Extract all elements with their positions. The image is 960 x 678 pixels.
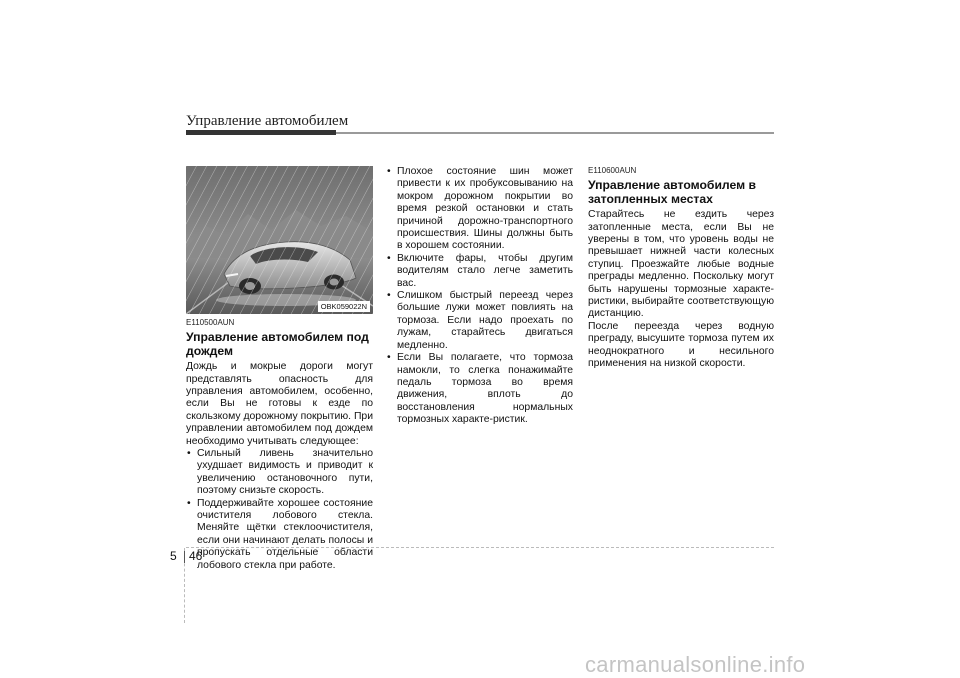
section-flood-title: Управление автомобилем в затопленных местах <box>588 178 757 206</box>
section-rain-intro: Дождь и мокрые дороги могут представлять опасность для управления автомобилем, особенно, если Вы не готовы к езде по скользкому дорожному покрытию. При управлении автомобилем под дождем необходимо учитывать следующее: <box>186 361 373 447</box>
column-1 <box>186 318 373 572</box>
page-number-divider <box>184 551 185 563</box>
section-rain-title: Управление автомобилем под дождем <box>186 330 369 358</box>
section-flood-para-1: Старайтесь не ездить через затопленные места, если Вы не уверены в том, что уровень воды не превышает нижней части колесных ступиц. Проезжайте любые водные преграды медленно. Поскольку могут быть нарушены тормозные характе-ристики, выбирайте соответствующую дистанцию. <box>588 209 774 320</box>
illustration-code: OBK059022N <box>318 301 370 312</box>
column-2 <box>386 166 573 427</box>
rain-bullet-puddles: • Слишком быстрый переезд через большие лужи может повлиять на тормоза. Если надо проехать по лужам, старайтесь двигаться медленно. <box>386 290 573 352</box>
section-rain-bullets-1 <box>186 448 373 572</box>
footer-rule <box>186 547 774 548</box>
section-rain-bullets-2 <box>386 166 573 427</box>
rain-bullet-tires: • Плохое состояние шин может привести к их пробуксовыванию на мокром дорожном покрытии во время резкой остановки и стать причиной дорожно-транспортного происшествия. Шины должны быть в хорошем состоянии. <box>386 166 573 253</box>
rain-car-illustration <box>186 166 373 314</box>
page-number: 46 <box>189 549 203 563</box>
page-chapter-number: 5 <box>170 549 177 563</box>
rain-bullet-wet-brakes: • Если Вы полагаете, что тормоза намокли, то слегка понажимайте педаль тормоза во время движения, вплоть до восстановления нормальных тормозных характе-ристик. <box>386 352 573 426</box>
rain-bullet-wipers: • Поддерживайте хорошее состояние очистителя лобового стекла. Меняйте щётки стеклоочистителя, если они начинают делать полосы и пропускать отдельные области лобового стекла при работе. <box>186 498 373 572</box>
watermark-text: carmanualsonline.info <box>585 652 806 677</box>
section-rain-code: E110500AUN <box>186 318 235 327</box>
rain-bullet-headlights: • Включите фары, чтобы другим водителям стало легче заметить вас. <box>386 253 573 290</box>
page-header-title: Управление автомобилем <box>186 113 349 129</box>
rain-bullet-visibility: • Сильный ливень значительно ухудшает видимость и приводит к увеличению остановочного пути, поэтому снизьте скорость. <box>186 448 373 498</box>
section-flood-code: E110600AUN <box>588 166 637 175</box>
section-flood-para-2: После переезда через водную преграду, высушите тормоза путем их неоднократного и несильного применения на низкой скорости. <box>588 320 774 370</box>
rain-car-image <box>186 166 373 314</box>
column-3 <box>588 166 774 370</box>
header-rule-accent <box>186 130 336 135</box>
